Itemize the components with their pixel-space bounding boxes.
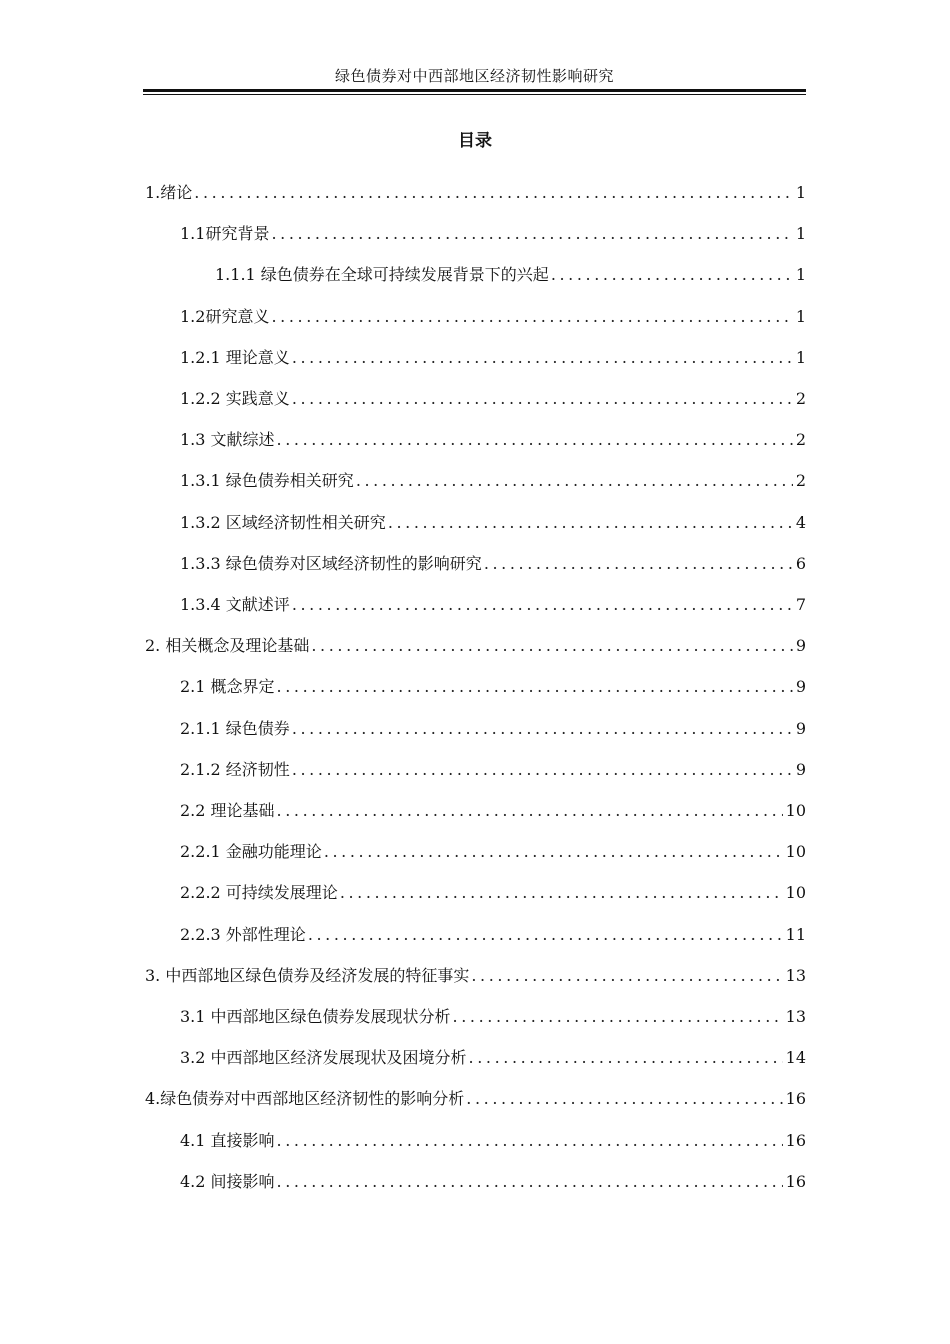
toc-entry-label: 4.1 直接影响 <box>180 1131 275 1150</box>
toc-entry-page-number: 16 <box>785 1089 806 1108</box>
toc-entry[interactable] <box>180 1045 806 1071</box>
toc-entry-label: 2.1.1 绿色债券 <box>180 719 290 738</box>
toc-dot-leader <box>469 1045 783 1071</box>
toc-entry-page-number: 9 <box>795 677 806 696</box>
toc-entry-label: 1.2研究意义 <box>180 307 270 326</box>
toc-entry-label: 2.2 理论基础 <box>180 801 275 820</box>
toc-entry-page-number: 1 <box>795 265 806 284</box>
toc-entry-label: 2.2.2 可持续发展理论 <box>180 883 338 902</box>
toc-entry-label: 1.3.4 文献述评 <box>180 595 290 614</box>
toc-entry-page-number: 10 <box>785 883 806 902</box>
toc-dot-leader <box>471 963 782 989</box>
toc-entry-label: 4.绿色债券对中西部地区经济韧性的影响分析 <box>145 1089 465 1108</box>
toc-dot-leader <box>292 757 793 783</box>
toc-dot-leader <box>292 386 793 412</box>
toc-entry[interactable] <box>145 180 806 206</box>
toc-entry[interactable] <box>180 510 806 536</box>
toc-entry[interactable] <box>180 674 806 700</box>
toc-entry[interactable] <box>180 592 806 618</box>
toc-entry[interactable] <box>145 1086 806 1112</box>
toc-dot-leader <box>271 221 792 247</box>
toc-entry-label: 4.2 间接影响 <box>180 1172 275 1191</box>
toc-entry-page-number: 9 <box>795 636 806 655</box>
toc-entry-page-number: 1 <box>795 183 806 202</box>
toc-entry[interactable] <box>180 798 806 824</box>
toc-dot-leader <box>484 551 793 577</box>
toc-dot-leader <box>292 592 793 618</box>
toc-dot-leader <box>277 674 793 700</box>
toc-entry-page-number: 13 <box>785 966 806 985</box>
toc-entry[interactable] <box>180 880 806 906</box>
toc-entry-label: 1.1.1 绿色债券在全球可持续发展背景下的兴起 <box>215 265 549 284</box>
toc-entry-label: 1.2.2 实践意义 <box>180 389 290 408</box>
toc-entry-label: 3. 中西部地区绿色债券及经济发展的特征事实 <box>145 966 470 985</box>
toc-dot-leader <box>277 798 783 824</box>
toc-dot-leader <box>311 633 792 659</box>
toc-dot-leader <box>308 922 783 948</box>
toc-entry[interactable] <box>180 839 806 865</box>
toc-dot-leader <box>277 1128 783 1154</box>
toc-entry-page-number: 14 <box>785 1048 806 1067</box>
toc-entry-page-number: 1 <box>795 307 806 326</box>
toc-entry-label: 1.3 文献综述 <box>180 430 275 449</box>
toc-entry-page-number: 4 <box>795 513 806 532</box>
toc-dot-leader <box>277 1169 783 1195</box>
toc-entry-label: 3.1 中西部地区绿色债券发展现状分析 <box>180 1007 451 1026</box>
toc-entry[interactable] <box>180 386 806 412</box>
toc-entry-page-number: 10 <box>785 801 806 820</box>
toc-title: 目录 <box>458 131 492 151</box>
toc-entry[interactable] <box>145 633 806 659</box>
toc-dot-leader <box>194 180 793 206</box>
toc-entry[interactable] <box>180 427 806 453</box>
toc-entry[interactable] <box>180 468 806 494</box>
toc-dot-leader <box>466 1086 782 1112</box>
toc-entry-page-number: 2 <box>795 471 806 490</box>
toc-entry-page-number: 2 <box>795 430 806 449</box>
toc-dot-leader <box>324 839 783 865</box>
toc-dot-leader <box>271 304 792 330</box>
toc-entry-label: 2.1 概念界定 <box>180 677 275 696</box>
toc-entry-page-number: 9 <box>795 760 806 779</box>
toc-entry[interactable] <box>180 551 806 577</box>
toc-entry-label: 2.2.1 金融功能理论 <box>180 842 322 861</box>
toc-entry[interactable] <box>180 922 806 948</box>
toc-entry-page-number: 1 <box>795 348 806 367</box>
toc-entry-page-number: 9 <box>795 719 806 738</box>
toc-dot-leader <box>292 716 793 742</box>
toc-entry-label: 1.3.2 区域经济韧性相关研究 <box>180 513 386 532</box>
toc-entry-page-number: 11 <box>785 925 806 944</box>
toc-dot-leader <box>388 510 793 536</box>
toc-entry-label: 2.1.2 经济韧性 <box>180 760 290 779</box>
toc-dot-leader <box>551 262 793 288</box>
toc-entry-label: 2.2.3 外部性理论 <box>180 925 306 944</box>
toc-entry-label: 2. 相关概念及理论基础 <box>145 636 310 655</box>
toc-dot-leader <box>356 468 793 494</box>
toc-entry-page-number: 10 <box>785 842 806 861</box>
toc-entry[interactable] <box>180 757 806 783</box>
toc-entry[interactable] <box>145 963 806 989</box>
toc-entry[interactable] <box>180 1169 806 1195</box>
running-header: 绿色债券对中西部地区经济韧性影响研究 <box>334 67 614 85</box>
toc-entry-label: 1.3.3 绿色债券对区域经济韧性的影响研究 <box>180 554 482 573</box>
toc-entry[interactable] <box>180 1004 806 1030</box>
toc-entry-page-number: 16 <box>785 1131 806 1150</box>
toc-dot-leader <box>277 427 793 453</box>
toc-entry-label: 3.2 中西部地区经济发展现状及困境分析 <box>180 1048 467 1067</box>
toc-entry[interactable] <box>180 1128 806 1154</box>
toc-entry-page-number: 2 <box>795 389 806 408</box>
toc-entry-label: 1.1研究背景 <box>180 224 270 243</box>
toc-entry-page-number: 13 <box>785 1007 806 1026</box>
toc-entry-label: 1.3.1 绿色债券相关研究 <box>180 471 354 490</box>
toc-entry[interactable] <box>180 716 806 742</box>
toc-entry-page-number: 1 <box>795 224 806 243</box>
toc-entry-page-number: 7 <box>795 595 806 614</box>
header-rule-thick <box>143 89 806 92</box>
toc-dot-leader <box>292 345 793 371</box>
toc-entry[interactable] <box>180 304 806 330</box>
toc-entry-page-number: 16 <box>785 1172 806 1191</box>
toc-entry-page-number: 6 <box>795 554 806 573</box>
toc-entry-label: 1.2.1 理论意义 <box>180 348 290 367</box>
toc-entry-label: 1.绪论 <box>145 183 193 202</box>
toc-dot-leader <box>340 880 783 906</box>
header-rule-thin <box>143 94 806 95</box>
toc-entry[interactable] <box>180 221 806 247</box>
toc-dot-leader <box>453 1004 783 1030</box>
toc-entry[interactable] <box>180 345 806 371</box>
toc-entry[interactable] <box>215 262 806 288</box>
